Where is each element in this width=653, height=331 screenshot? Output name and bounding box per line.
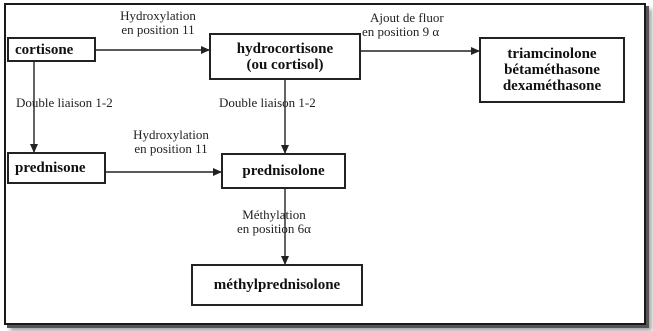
node-fluoro-line2: bétaméthasone	[504, 62, 600, 78]
label-hydroxylation-top-line1: Hydroxylation	[120, 8, 196, 23]
node-methylprednisolone	[191, 264, 363, 306]
node-prednisone-label: prednisone	[15, 160, 86, 176]
node-hydrocortisone-line1: hydrocortisone	[236, 40, 334, 57]
node-methylprednisolone-label: méthylprednisolone	[213, 277, 341, 293]
label-hydroxylation-top-line2: en position 11	[121, 22, 195, 37]
label-methylation-line2: en position 6α	[237, 221, 311, 236]
label-double-bond-left: Double liaison 1-2	[16, 95, 113, 110]
label-methylation-line1: Méthylation	[242, 207, 306, 222]
label-fluor	[362, 11, 444, 39]
node-prednisolone	[221, 153, 346, 189]
label-hydroxylation-mid-line1: Hydroxylation	[133, 127, 209, 142]
node-hydrocortisone	[209, 33, 361, 80]
node-cortisone	[7, 37, 96, 62]
node-prednisolone-label: prednisolone	[242, 163, 325, 179]
node-fluoro-line3: dexaméthasone	[502, 78, 602, 94]
node-prednisone	[7, 152, 106, 184]
label-methylation	[222, 208, 326, 236]
label-hydroxylation-mid	[108, 128, 234, 156]
label-fluor-line2: en position 9 α	[362, 24, 440, 39]
label-fluor-line1: Ajout de fluor	[370, 10, 444, 25]
node-hydrocortisone-line2: (ou cortisol)	[246, 56, 324, 73]
node-cortisone-label: cortisone	[15, 41, 74, 58]
node-fluoro-derivatives	[479, 37, 625, 103]
label-double-bond-mid: Double liaison 1-2	[219, 95, 316, 110]
label-hydroxylation-mid-line2: en position 11	[134, 141, 208, 156]
node-fluoro-line1: triamcinolone	[507, 46, 597, 62]
label-hydroxylation-top	[97, 9, 219, 37]
